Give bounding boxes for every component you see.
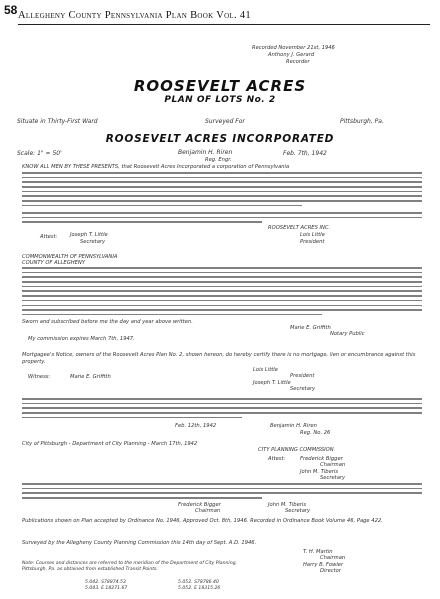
cp-name-1: T. H. Martin [303,549,333,555]
notary-name: Marie E. Griffith [290,325,331,331]
owner-title-2: Secretary [290,386,316,392]
witness-name: Marie E. Griffith [70,374,111,380]
notary-paragraph [22,267,422,319]
engineer-cert-date: Feb. 12th, 1942 [175,423,217,429]
notary-title: Notary Public [330,331,365,337]
location-text: Pittsburgh, Pa. [340,118,384,125]
acknowledgment-paragraph [22,212,422,226]
surveyed-for-text: Surveyed For [205,118,245,125]
plan-subtitle: PLAN OF LOTS No. 2 [164,95,276,105]
ordinance-text: Publications shown on Plan accepted by Ordinance No. 1946, Approved Oct. 8th, 1946. Recorded in Ordinance Book Volume 46, Page 422. [22,518,383,524]
recorded-line-3: Recorder [286,59,310,65]
witness-label: Witness: [28,374,51,380]
recorded-line-2: Anthony J. Gerard [268,52,315,58]
commonwealth-label: COMMONWEALTH OF PENNSYLVANIA [22,254,118,260]
city-department-text: City of Pittsburgh - Department of City Planning - March 17th, 1942 [22,441,198,447]
page-number: 58 [4,3,18,17]
surveyor-name: Benjamin H. Riren [178,149,233,156]
coords-right-1: 5.052. S78786.40 [178,580,219,585]
county-label: COUNTY OF ALLEGHENY [22,260,85,266]
engineer-certificate [22,398,422,421]
pc-name-3: Frederick Bigger [178,502,221,508]
pc-title-3: Chairman [195,508,221,514]
dedication-first-line: KNOW ALL MEN BY THESE PRESENTS, that Roosevelt Acres Incorporated a corporation of Pennsylvania [22,164,290,170]
engineer-cert-name: Benjamin H. Riren [270,423,317,429]
cp-name-2: Harry B. Fowler [303,562,344,568]
attest-name: Joseph T. Little [70,232,108,238]
attest-label: Attest: [40,234,58,240]
attest-title: Secretary [80,239,106,245]
coords-left-2: 5.043. E 18271.67 [85,586,128,591]
book-header-title: Allegheny County Pennsylvania Plan Book Vol. 41 [18,10,251,21]
engineer-cert-sub: Reg. No. 26 [300,430,331,436]
sworn-text: Sworn and subscribed before me the day and year above written. [22,319,193,325]
meridian-note: Note: Courses and distances are referred to the meridian of the Department of City Planning, Pittsburgh, Pa. as obtained from established Transit Points. [22,561,237,572]
cp-title-1: Chairman [320,555,346,561]
commission-text: My commission expires March 7th, 1947. [28,336,135,342]
scale-text: Scale: 1" = 50' [17,150,62,157]
coords-right-2: 5.052. E 18315.26 [178,586,221,591]
pc-name-2: John M. Tiberis [300,469,339,475]
planning-commission-label: CITY PLANNING COMMISSION [258,447,334,453]
plan-date: Feb. 7th, 1942 [283,150,327,157]
coords-left-1: 5.042. S78874.53 [85,580,126,585]
pc-name-1: Frederick Bigger [300,456,343,462]
company-signature-title: President [300,239,325,245]
approval-paragraph [22,483,422,502]
plan-title: ROOSEVELT ACRES [133,77,307,95]
company-signature-name: Lois Little [300,232,325,238]
pc-name-4: John M. Tiberis [268,502,307,508]
pc-attest-label: Attest: [268,456,286,462]
company-signature: ROOSEVELT ACRES INC. [268,225,331,231]
pc-title-1: Chairman [320,462,346,468]
mortgage-note: Mortgagee's Notice, owners of the Roosevelt Acres Plan No. 2, shown hereon, do hereby certify there is no mortgage, lien or encumbrance against this property. [22,352,416,365]
county-planning-text: Surveyed by the Allegheny County Planning Commission this 14th day of Sept. A.D. 1946. [22,540,257,546]
header-rule [18,24,430,25]
recorded-line-1: Recorded November 21st, 1946 [252,45,335,51]
situate-text: Situate in Thirty-First Ward [17,118,98,125]
dedication-paragraph [22,172,422,210]
owner-name-1: Lois Little [253,367,278,373]
surveyor-title: Reg. Engr. [205,157,232,163]
owner-title-1: President [290,373,315,379]
cp-title-2: Director [320,568,341,574]
pc-title-4: Secretary [285,508,311,514]
pc-title-2: Secretary [320,475,346,481]
owner-name-2: Joseph T. Little [253,380,291,386]
company-name: ROOSEVELT ACRES INCORPORATED [105,133,335,145]
